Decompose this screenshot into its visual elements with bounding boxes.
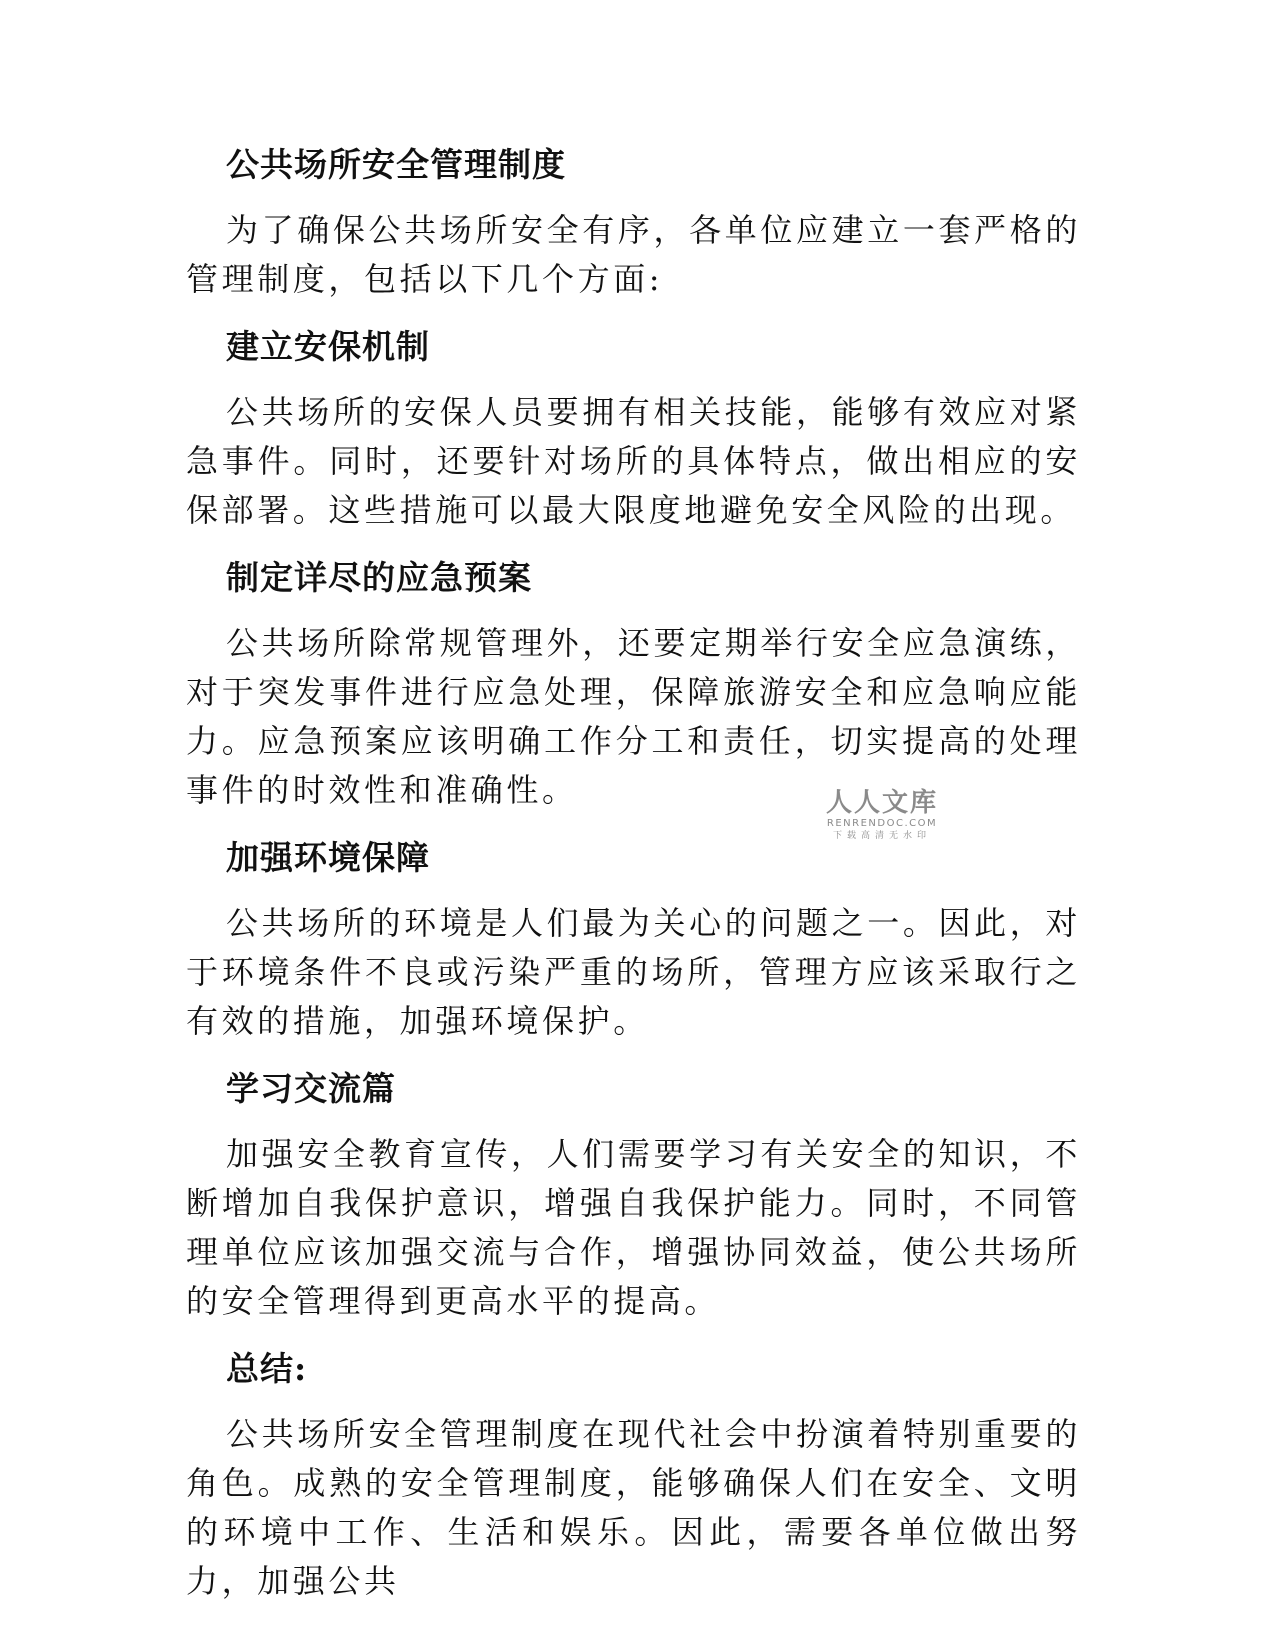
section-heading-summary: 总结: — [226, 1349, 308, 1388]
watermark-title: 人人文库 — [825, 788, 938, 818]
section-heading-learning: 学习交流篇 — [226, 1069, 396, 1108]
section-body-emergency-plan: 公共场所除常规管理外，还要定期举行安全应急演练，对于突发事件进行应急处理，保障旅游安全和应急响应能力。应急预案应该明确工作分工和责任，切实提高的处理事件的时效性和准确性。 — [186, 624, 1081, 809]
watermark-domain: RENRENDOC.COM — [826, 818, 938, 829]
section-body-summary: 公共场所安全管理制度在现代社会中扮演着特别重要的角色。成熟的安全管理制度，能够确保人们在安全、文明的环境中工作、生活和娱乐。因此，需要各单位做出努力，加强公共 — [186, 1415, 1081, 1600]
document-title: 公共场所安全管理制度 — [226, 145, 566, 184]
section-heading-environment: 加强环境保障 — [226, 838, 430, 877]
section-body-learning: 加强安全教育宣传，人们需要学习有关安全的知识，不断增加自我保护意识，增强自我保护能力。同时，不同管理单位应该加强交流与合作，增强协同效益，使公共场所的安全管理得到更高水平的提高。 — [186, 1135, 1081, 1320]
section-body-security: 公共场所的安保人员要拥有相关技能，能够有效应对紧急事件。同时，还要针对场所的具体特点，做出相应的安保部署。这些措施可以最大限度地避免安全风险的出现。 — [186, 393, 1081, 529]
section-heading-emergency-plan: 制定详尽的应急预案 — [226, 558, 532, 597]
section-heading-security: 建立安保机制 — [226, 327, 430, 366]
watermark-logo — [818, 788, 946, 842]
intro-paragraph: 为了确保公共场所安全有序，各单位应建立一套严格的管理制度，包括以下几个方面: — [186, 211, 1081, 298]
document-content — [186, 138, 1081, 1622]
section-body-environment: 公共场所的环境是人们最为关心的问题之一。因此，对于环境条件不良或污染严重的场所，管理方应该采取行之有效的措施，加强环境保护。 — [186, 904, 1081, 1040]
watermark-subtitle: 下载高清无水印 — [832, 831, 931, 841]
